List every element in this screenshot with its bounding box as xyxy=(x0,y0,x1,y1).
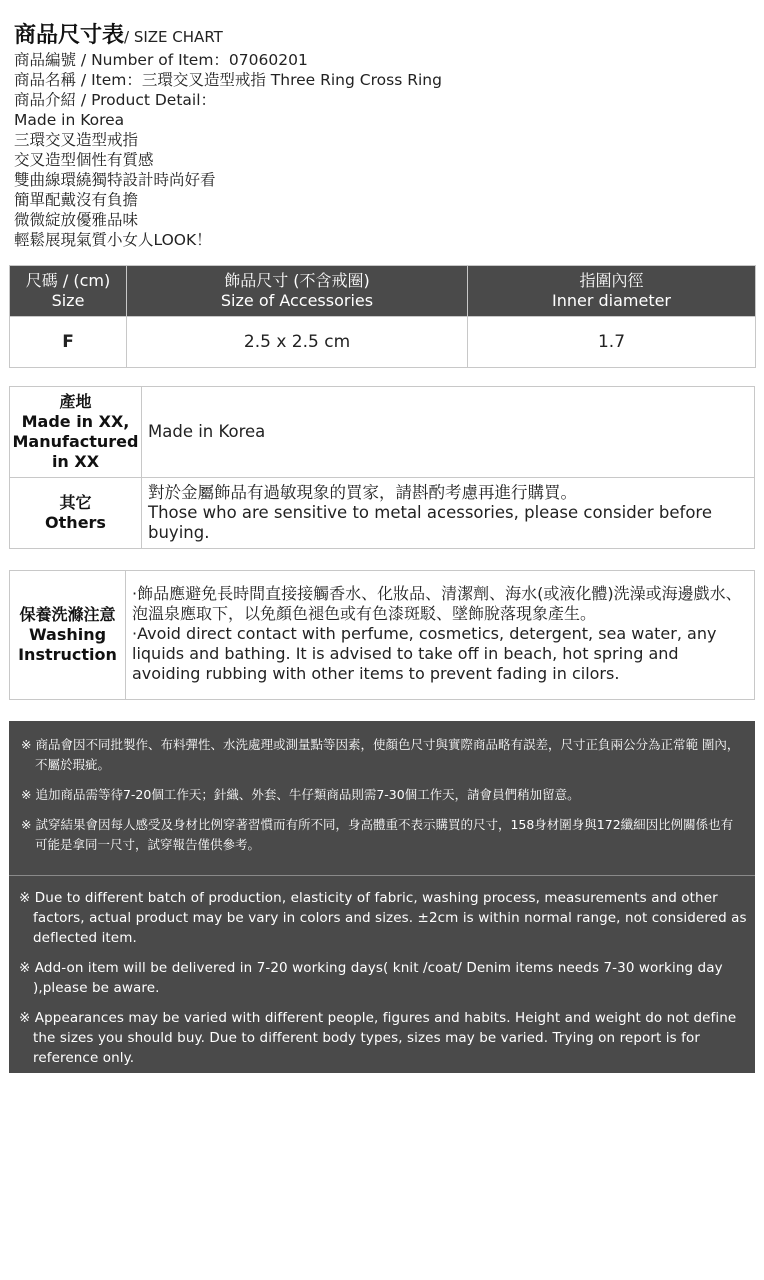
detail-line: 簡單配戴沒有負擔 xyxy=(14,191,139,209)
notes-en xyxy=(9,876,755,1086)
others-value-zh: 對於金屬飾品有過敏現象的買家，請斟酌考慮再進行購買。 xyxy=(148,483,577,502)
note-item: ※ Add-on item will be delivered in 7-20 working days( knit /coat/ Denim items needs 7-30 working day ),please be aware. xyxy=(19,960,723,996)
inner-diameter-header-zh: 指圍內徑 xyxy=(579,271,644,290)
note-item: ※ 追加商品需等待7-20個工作天；針織、外套、牛仔類商品則需7-30個工作天，請會員們稍加留意。 xyxy=(21,787,580,802)
item-number: 商品編號 / Number of Item：07060201 xyxy=(14,51,308,69)
washing-row xyxy=(10,571,755,700)
accessory-size-header-en: Size of Accessories xyxy=(220,291,374,310)
table-row xyxy=(10,317,756,368)
accessory-size-header xyxy=(127,266,468,317)
washing-label-zh: 保養洗滌注意 xyxy=(19,605,116,624)
washing-value-en: ·Avoid direct contact with perfume, cosmetics, detergent, sea water, any liquids and bathing. It is advised to take off in beach, hot spring and avoiding rubbing with other items to prevent fading in cilors. xyxy=(132,624,717,683)
size-cell: F xyxy=(10,317,127,368)
origin-label-zh: 產地 xyxy=(59,392,92,411)
size-header-zh: 尺碼 / (cm) xyxy=(25,271,111,290)
detail-line: 輕鬆展現氣質小女人LOOK！ xyxy=(14,231,212,249)
accessory-size-cell: 2.5 x 2.5 cm xyxy=(127,317,468,368)
inner-diameter-header-en: Inner diameter xyxy=(551,291,672,310)
detail-line: 微微綻放優雅品味 xyxy=(14,211,139,229)
washing-table xyxy=(9,570,755,700)
others-value-en: Those who are sensitive to metal acessories, please consider before buying. xyxy=(148,503,712,542)
note-item: ※ Due to different batch of production, elasticity of fabric, washing process, measurements and other factors, actual product may be vary in colors and sizes. ±2cm is within normal range, not considered as deflected item. xyxy=(19,890,747,946)
product-info xyxy=(14,50,442,250)
title-zh: 商品尺寸表 xyxy=(14,23,125,48)
size-chart-title xyxy=(14,18,223,49)
others-label xyxy=(10,478,142,549)
others-value xyxy=(142,478,755,549)
notes-panel xyxy=(9,721,755,1073)
others-row xyxy=(10,478,755,549)
title-en: / SIZE CHART xyxy=(124,28,223,46)
inner-diameter-cell: 1.7 xyxy=(468,317,756,368)
note-item: ※ 商品會因不同批製作、布料彈性、水洗處理或測量點等因素，使顏色尺寸與實際商品略有誤差，尺寸正負兩公分為正常範 圍內，不屬於瑕疵。 xyxy=(21,737,740,772)
size-table-header-row xyxy=(10,266,756,317)
washing-value-zh: ·飾品應避免長時間直接接觸香水、化妝品、清潔劑、海水(或液化體)洗澡或海邊戲水、泡溫泉應取下，以免顏色褪色或有色漆斑駁、墜飾脫落現象產生。 xyxy=(132,584,742,623)
detail-line: 交叉造型個性有質感 xyxy=(14,151,154,169)
note-item: ※ 試穿結果會因每人感受及身材比例穿著習慣而有所不同，身高體重不表示購買的尺寸，158身材圍身與172纖細因比例關係也有可能是拿同一尺寸，試穿報告僅供參考。 xyxy=(21,817,734,852)
origin-label xyxy=(10,387,142,478)
size-header xyxy=(10,266,127,317)
accessory-size-header-zh: 飾品尺寸 (不含戒圈) xyxy=(224,271,370,290)
inner-diameter-header xyxy=(468,266,756,317)
origin-row xyxy=(10,387,755,478)
others-label-en: Others xyxy=(45,513,106,532)
note-item: ※ Appearances may be varied with different people, figures and habits. Height and weight do not define the sizes you should buy. Due to different body types, sizes may be varied. Trying on report is for reference only. xyxy=(19,1010,737,1066)
others-label-zh: 其它 xyxy=(59,493,92,512)
washing-label-en: Washing Instruction xyxy=(18,625,117,664)
size-header-en: Size xyxy=(51,291,85,310)
size-table xyxy=(9,265,756,368)
detail-label: 商品介紹 / Product Detail： xyxy=(14,91,217,109)
detail-line: 雙曲線環繞獨特設計時尚好看 xyxy=(14,171,216,189)
detail-line: Made in Korea xyxy=(14,111,125,129)
washing-value xyxy=(126,571,755,700)
origin-table xyxy=(9,386,755,549)
notes-zh xyxy=(9,721,755,875)
origin-label-en: Made in XX, Manufactured in XX xyxy=(12,412,139,471)
detail-line: 三環交叉造型戒指 xyxy=(14,131,139,149)
item-name: 商品名稱 / Item：三環交叉造型戒指 Three Ring Cross Ring xyxy=(14,71,442,89)
origin-value: Made in Korea xyxy=(142,387,755,478)
washing-label xyxy=(10,571,126,700)
